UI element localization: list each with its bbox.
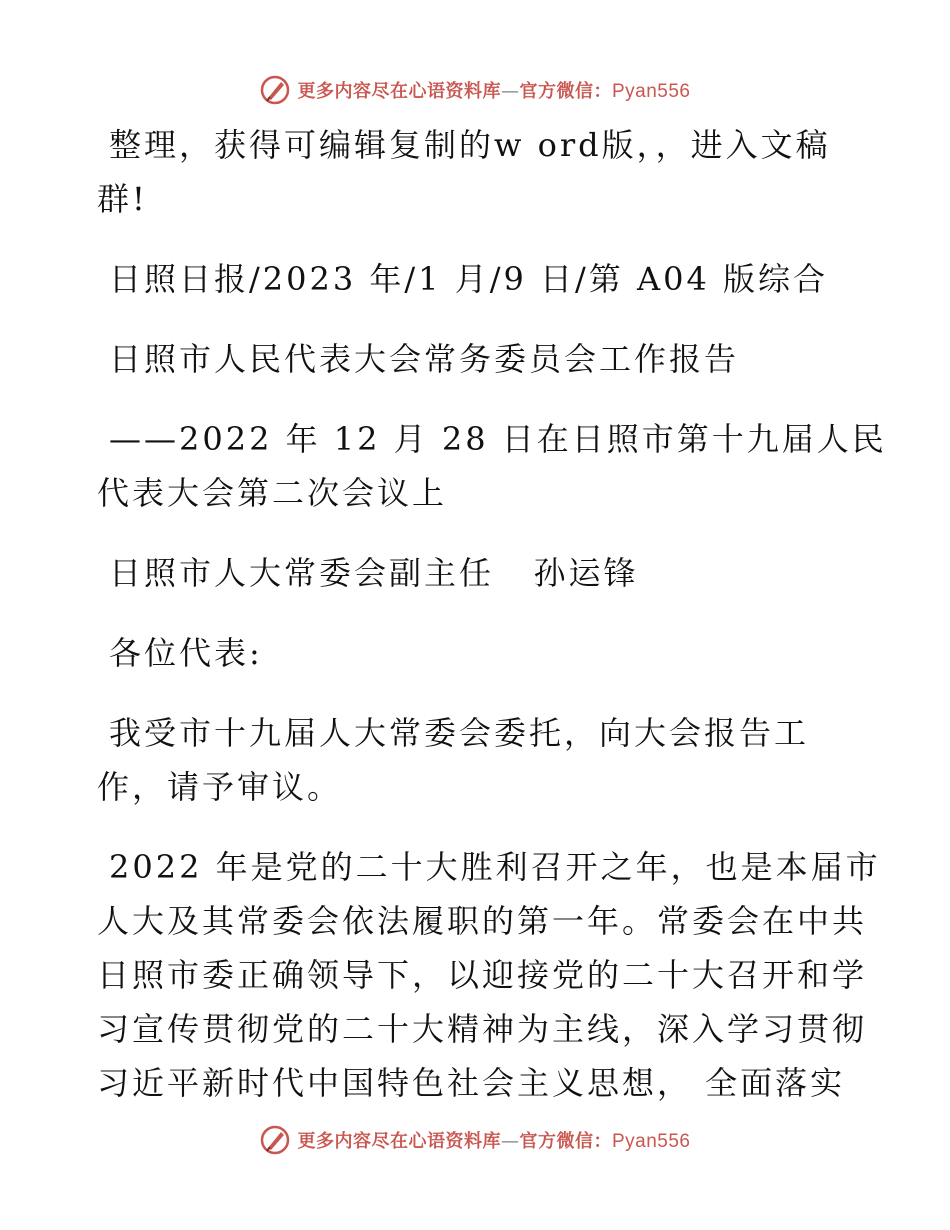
text-line: ——2022 年 12 月 28 日在日照市第十九届人民 <box>109 420 887 458</box>
text-line: 2022 年是党的二十大胜利召开之年，也是本届市 <box>109 848 881 886</box>
watermark-dash: — <box>500 1131 520 1152</box>
paragraph <box>97 118 857 226</box>
watermark-brand: 更多内容尽在心语资料库 <box>297 81 501 102</box>
paragraph <box>97 626 857 680</box>
quill-pen-circle-icon <box>259 1124 291 1156</box>
paragraph <box>97 706 857 814</box>
text-line: 作，请予审议。 <box>97 768 343 806</box>
paragraph <box>97 840 881 1110</box>
watermark-dash: — <box>500 81 520 102</box>
watermark-official-label: 官方微信 <box>519 1131 594 1152</box>
text-line: 整理，获得可编辑复制的w ord版，，进入文稿 <box>109 126 831 164</box>
watermark-wechat-id: Pyan556 <box>611 1131 691 1152</box>
text-line: 日照市委正确领导下，以迎接党的二十大召开和学 <box>97 956 868 994</box>
paragraph <box>97 252 857 306</box>
watermark-colon: ： <box>593 81 612 102</box>
header-watermark-banner <box>0 72 950 108</box>
watermark-text <box>297 1127 690 1153</box>
paragraph <box>97 546 857 600</box>
text-line: 日照日报/2023 年/1 月/9 日/第 A04 版综合 <box>109 260 828 298</box>
watermark-text <box>297 77 690 103</box>
watermark-colon: ： <box>593 1131 612 1152</box>
report-title: 日照市人民代表大会常务委员会工作报告 <box>109 340 740 378</box>
text-line: 人大及其常委会依法履职的第一年。常委会在中共 <box>97 902 868 940</box>
text-line: 代表大会第二次会议上 <box>97 474 448 512</box>
watermark-brand: 更多内容尽在心语资料库 <box>297 1131 501 1152</box>
text-line: 我受市十九届人大常委会委托，向大会报告工 <box>109 714 810 752</box>
text-line: 习近平新时代中国特色社会主义思想， 全面落实 <box>97 1064 846 1102</box>
text-line: 习宣传贯彻党的二十大精神为主线，深入学习贯彻 <box>97 1010 868 1048</box>
footer-watermark-banner <box>0 1122 950 1158</box>
quill-pen-circle-icon <box>259 74 291 106</box>
document-body <box>97 118 887 1110</box>
text-line: 群! <box>97 180 148 218</box>
watermark-wechat-id: Pyan556 <box>611 81 691 102</box>
watermark-official-label: 官方微信 <box>519 81 594 102</box>
author-line: 日照市人大常委会副主任 孙运锋 <box>109 554 639 592</box>
paragraph <box>97 412 887 520</box>
paragraph <box>97 332 857 386</box>
salutation: 各位代表: <box>109 634 263 672</box>
